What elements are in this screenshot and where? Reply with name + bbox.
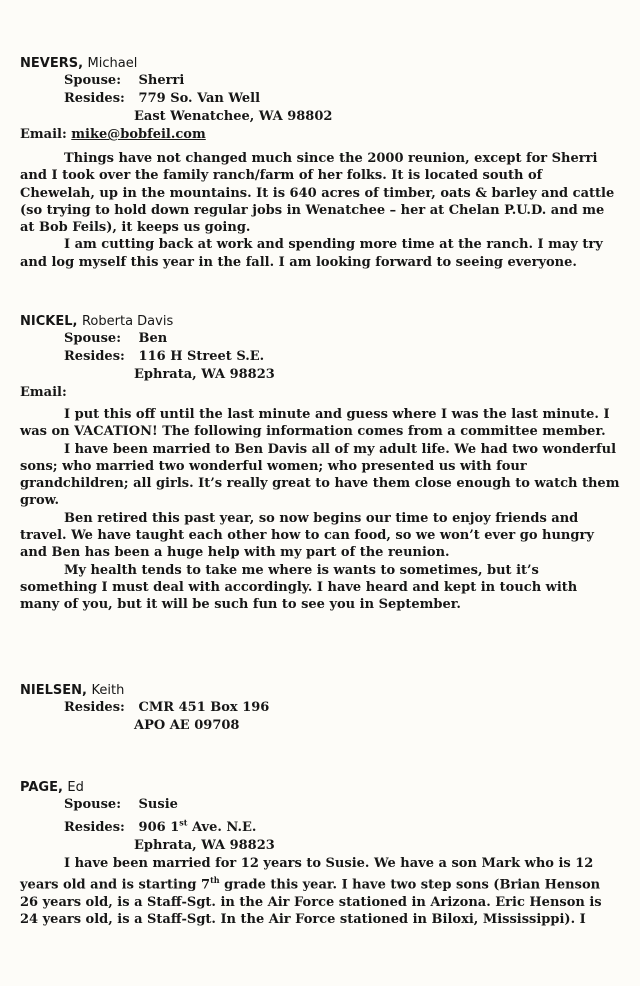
surname: NIELSEN, bbox=[20, 683, 87, 698]
spouse-label: Spouse: bbox=[64, 73, 121, 88]
spouse-value: Susie bbox=[138, 797, 178, 812]
spouse-row bbox=[20, 330, 620, 348]
entry-nielsen bbox=[20, 683, 620, 735]
spouse-row bbox=[20, 796, 620, 814]
address-line-1: CMR 451 Box 196 bbox=[138, 700, 270, 715]
paragraph: Things have not changed much since the 2000 reunion, except for Sherri and I took over the family ranch/farm of her folks. It is located south of Chewelah, up in the mountains. It is 640 acres of timber, oats & barley and cattle (so trying to hold down regular jobs in Wenatchee – her at Chelan P.U.D. and me at Bob Feils), it keeps us going. bbox=[20, 151, 615, 236]
address-line-1: 779 So. Van Well bbox=[138, 91, 261, 106]
email-row bbox=[20, 126, 620, 144]
paragraph: I have been married to Ben Davis all of my adult life. We had two wonderful sons; who married two wonderful women; who presented us with four grandchildren; all girls. It’s really great to have them close enough to watch them grow. bbox=[20, 441, 620, 509]
resides-label: Resides: bbox=[64, 349, 125, 364]
paragraph: I am cutting back at work and spending more time at the ranch. I may try and log myself this year in the fall. I am looking forward to seeing everyone. bbox=[20, 237, 603, 270]
paragraph bbox=[20, 855, 620, 929]
spouse-label: Spouse: bbox=[64, 331, 121, 346]
paragraph: My health tends to take me where is wants to sometimes, but it’s something I must deal with accordingly. I have heard and kept in touch with many of you, but it will be such fun to see you in September. bbox=[20, 562, 578, 613]
spouse-value: Sherri bbox=[138, 73, 185, 88]
email-label: Email: bbox=[20, 127, 67, 142]
spouse-row bbox=[20, 72, 620, 90]
email-label: Email: bbox=[20, 385, 67, 400]
address-line-2: Ephrata, WA 98823 bbox=[134, 367, 275, 382]
resides-label: Resides: bbox=[64, 820, 125, 836]
ordinal-suffix: th bbox=[210, 875, 220, 886]
entry-nevers bbox=[20, 56, 620, 144]
entry-name bbox=[20, 56, 620, 72]
email-link[interactable]: mike@bobfeil.com bbox=[71, 127, 206, 142]
entry-name bbox=[20, 314, 620, 330]
entry-name bbox=[20, 683, 620, 699]
spouse-value: Ben bbox=[138, 331, 168, 346]
surname: NICKEL, bbox=[20, 314, 78, 329]
email-row bbox=[20, 384, 620, 402]
spouse-label: Spouse: bbox=[64, 797, 121, 812]
surname: NEVERS, bbox=[20, 56, 84, 71]
resides-row bbox=[20, 699, 620, 717]
surname: PAGE, bbox=[20, 780, 63, 795]
paragraph-part: I have been married for 12 years to Susie. We have a son Mark who is 12 years old and is starting 7 bbox=[20, 856, 594, 893]
resides-label: Resides: bbox=[64, 700, 125, 715]
resides-row bbox=[20, 90, 620, 108]
address-line-1 bbox=[139, 820, 257, 835]
address-part: 906 1 bbox=[138, 820, 180, 836]
given-name: Michael bbox=[87, 56, 138, 71]
paragraph: Ben retired this past year, so now begins our time to enjoy friends and travel. We have taught each other how to can food, so we won’t ever go hungry and Ben has been a huge help with my part of the reunion. bbox=[20, 510, 594, 561]
resides-row bbox=[20, 348, 620, 366]
ordinal-suffix: st bbox=[179, 818, 188, 828]
address-line-2: APO AE 09708 bbox=[134, 718, 240, 733]
paragraph: I put this off until the last minute and guess where I was the last minute. I was on VACATION! The following information comes from a committee member. bbox=[20, 407, 610, 440]
page-text bbox=[20, 855, 620, 929]
resides-label: Resides: bbox=[64, 91, 125, 106]
address-line-2: East Wenatchee, WA 98802 bbox=[134, 109, 333, 124]
given-name: Roberta Davis bbox=[81, 314, 174, 329]
entry-page bbox=[20, 780, 620, 855]
given-name: Ed bbox=[67, 780, 84, 795]
resides-row bbox=[20, 814, 620, 837]
entry-name bbox=[20, 780, 620, 796]
address-part: Ave. N.E. bbox=[187, 820, 257, 836]
given-name: Keith bbox=[91, 683, 125, 698]
address-line-1: 116 H Street S.E. bbox=[138, 349, 265, 364]
paragraph-part: grade this year. I have two step sons (Brian Henson 26 years old, is a Staff-Sgt. in the Air Force stationed in Arizona. Eric Henson is 24 years old, is a Staff-Sgt. In the Air Force stationed in Biloxi, Mississippi). I bbox=[20, 877, 602, 928]
address-line-2: Ephrata, WA 98823 bbox=[134, 838, 275, 854]
entry-nickel bbox=[20, 314, 620, 402]
nickel-text bbox=[20, 406, 620, 614]
nevers-text bbox=[20, 150, 620, 271]
